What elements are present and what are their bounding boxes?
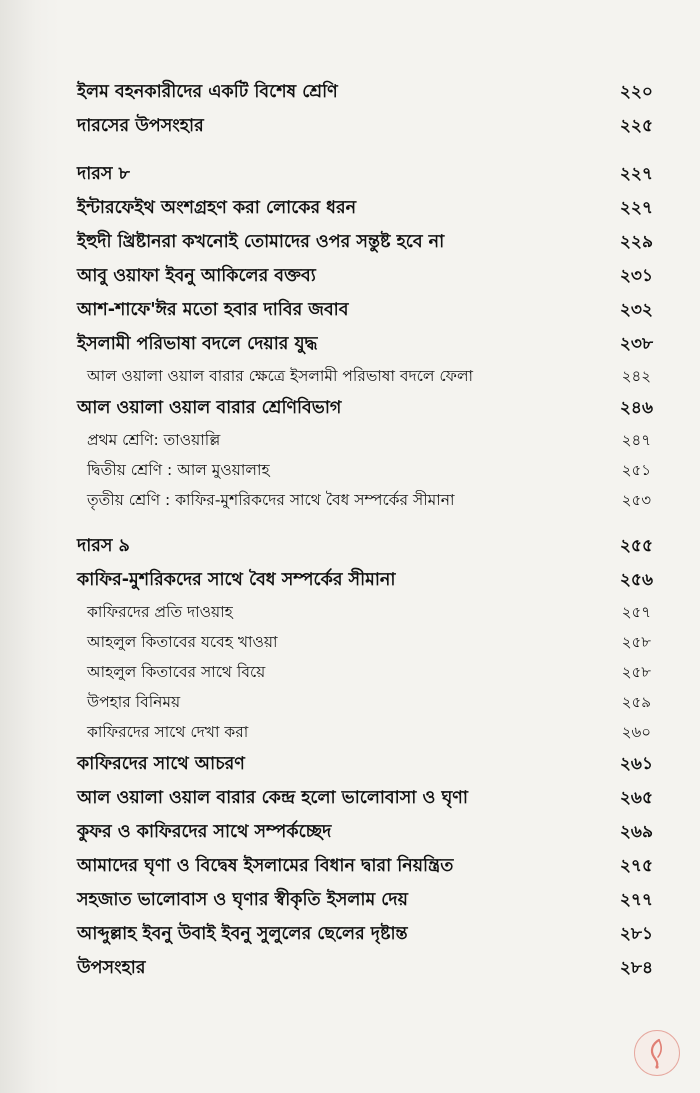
toc-entry-title: কাফিরদের সাথে আচরণ	[77, 753, 245, 774]
toc-entry-page: ২৭৫	[619, 856, 653, 876]
toc-entry-page: ২৫৭	[621, 602, 651, 621]
toc-entry-page: ২৬৯	[619, 822, 653, 842]
toc-subentry[interactable]	[77, 426, 653, 456]
toc-entry-title: তৃতীয় শ্রেণি : কাফির-মুশরিকদের সাথে বৈধ সম্পর্কের সীমানা	[87, 491, 455, 509]
toc-entry-title: কুফর ও কাফিরদের সাথে সম্পর্কচ্ছেদ	[77, 821, 332, 842]
page-gutter-shadow	[0, 0, 60, 1093]
toc-entry-title: ইলম বহনকারীদের একটি বিশেষ শ্রেণি	[77, 81, 338, 102]
toc-entry[interactable]	[77, 392, 653, 426]
toc-entry-title: ইন্টারফেইথ অংশগ্রহণ করা লোকের ধরন	[77, 197, 357, 218]
toc-entry-page: ২৪৭	[621, 430, 651, 449]
toc-entry-page: ২২০	[619, 82, 653, 102]
toc-entry[interactable]	[77, 918, 653, 952]
toc-subentry[interactable]	[77, 658, 653, 688]
toc-entry-page: ২৫৮	[621, 632, 651, 651]
toc-entry[interactable]	[77, 294, 653, 328]
table-of-contents	[77, 76, 653, 986]
toc-entry[interactable]	[77, 748, 653, 782]
toc-entry-title: আল ওয়ালা ওয়াল বারার কেন্দ্র হলো ভালোবাসা ও ঘৃণা	[77, 787, 468, 808]
toc-entry[interactable]	[77, 952, 653, 986]
toc-entry-title: আবু ওয়াফা ইবনু আকিলের বক্তব্য	[77, 265, 316, 286]
toc-entry-page: ২৫৯	[621, 692, 651, 711]
toc-entry-title: দ্বিতীয় শ্রেণি : আল মুওয়ালাহ	[87, 461, 270, 479]
toc-entry-title: আল ওয়ালা ওয়াল বারার শ্রেণিবিভাগ	[77, 397, 342, 418]
toc-entry-title: কাফিরদের প্রতি দাওয়াহ	[87, 603, 233, 621]
toc-entry-title: আল ওয়ালা ওয়াল বারার ক্ষেত্রে ইসলামী পরিভাষা বদলে ফেলা	[87, 367, 474, 385]
toc-entry-title: প্রথম শ্রেণি: তাওয়াল্লি	[87, 431, 221, 449]
toc-entry[interactable]	[77, 850, 653, 884]
toc-entry-page: ২২৭	[619, 164, 653, 184]
toc-subentry[interactable]	[77, 598, 653, 628]
toc-subentry[interactable]	[77, 486, 653, 516]
toc-entry-title: আমাদের ঘৃণা ও বিদ্বেষ ইসলামের বিধান দ্বারা নিয়ন্ত্রিত	[77, 855, 454, 876]
publisher-logo-icon	[634, 1030, 680, 1076]
toc-entry-title: আব্দুল্লাহ ইবনু উবাই ইবনু সুলুলের ছেলের দৃষ্টান্ত	[77, 923, 408, 944]
toc-entry-page: ২৬১	[619, 754, 653, 774]
toc-entry-page: ২৮১	[619, 924, 653, 944]
toc-entry-page: ২২৭	[619, 198, 653, 218]
toc-entry-title: আহলুল কিতাবের যবেহ খাওয়া	[87, 633, 278, 651]
toc-entry[interactable]	[77, 884, 653, 918]
toc-entry[interactable]	[77, 110, 653, 144]
toc-entry-page: ২৩২	[619, 300, 653, 320]
toc-entry-title: সহজাত ভালোবাস ও ঘৃণার স্বীকৃতি ইসলাম দেয়	[77, 889, 408, 910]
toc-entry[interactable]	[77, 328, 653, 362]
toc-subentry[interactable]	[77, 628, 653, 658]
toc-subentry[interactable]	[77, 456, 653, 486]
toc-entry-page: ২৫৫	[619, 536, 653, 556]
toc-entry-title: কাফির-মুশরিকদের সাথে বৈধ সম্পর্কের সীমানা	[77, 569, 396, 590]
toc-entry-title: ইহুদী খ্রিষ্টানরা কখনোই তোমাদের ওপর সন্তুষ্ট হবে না	[77, 231, 445, 252]
toc-entry-page: ২৪২	[621, 366, 651, 385]
toc-entry[interactable]	[77, 226, 653, 260]
toc-entry-title: দারস ৯	[77, 535, 130, 556]
toc-entry[interactable]	[77, 192, 653, 226]
toc-entry-title: আহলুল কিতাবের সাথে বিয়ে	[87, 663, 266, 681]
toc-entry-page: ২২৫	[619, 116, 653, 136]
toc-entry[interactable]	[77, 782, 653, 816]
toc-entry-page: ২৫৩	[621, 490, 651, 509]
toc-entry-page: ২৬০	[621, 722, 651, 741]
toc-chapter-heading[interactable]	[77, 530, 653, 564]
toc-entry-page: ২৪৬	[619, 398, 653, 418]
toc-subentry[interactable]	[77, 718, 653, 748]
quill-icon	[635, 1031, 679, 1075]
toc-subentry[interactable]	[77, 362, 653, 392]
toc-entry-title: ইসলামী পরিভাষা বদলে দেয়ার যুদ্ধ	[77, 333, 318, 354]
toc-entry[interactable]	[77, 816, 653, 850]
toc-entry-title: উপসংহার	[77, 957, 146, 978]
toc-entry-page: ২২৯	[619, 232, 653, 252]
toc-entry-title: আশ-শাফে'ঈর মতো হবার দাবির জবাব	[77, 299, 349, 320]
toc-chapter-heading[interactable]	[77, 158, 653, 192]
toc-entry-page: ২৩৮	[619, 334, 653, 354]
toc-entry-page: ২৩১	[619, 266, 653, 286]
toc-entry[interactable]	[77, 260, 653, 294]
toc-entry-title: কাফিরদের সাথে দেখা করা	[87, 723, 249, 741]
toc-entry[interactable]	[77, 76, 653, 110]
toc-entry-page: ২৮৪	[619, 958, 653, 978]
toc-entry-page: ২৭৭	[619, 890, 653, 910]
toc-entry-page: ২৫৮	[621, 662, 651, 681]
toc-entry-title: উপহার বিনিময়	[87, 693, 181, 711]
toc-entry-title: দারসের উপসংহার	[77, 115, 204, 136]
toc-entry-title: দারস ৮	[77, 163, 130, 184]
toc-entry[interactable]	[77, 564, 653, 598]
toc-subentry[interactable]	[77, 688, 653, 718]
toc-entry-page: ২৫১	[621, 460, 651, 479]
toc-entry-page: ২৫৬	[619, 570, 653, 590]
toc-entry-page: ২৬৫	[619, 788, 653, 808]
